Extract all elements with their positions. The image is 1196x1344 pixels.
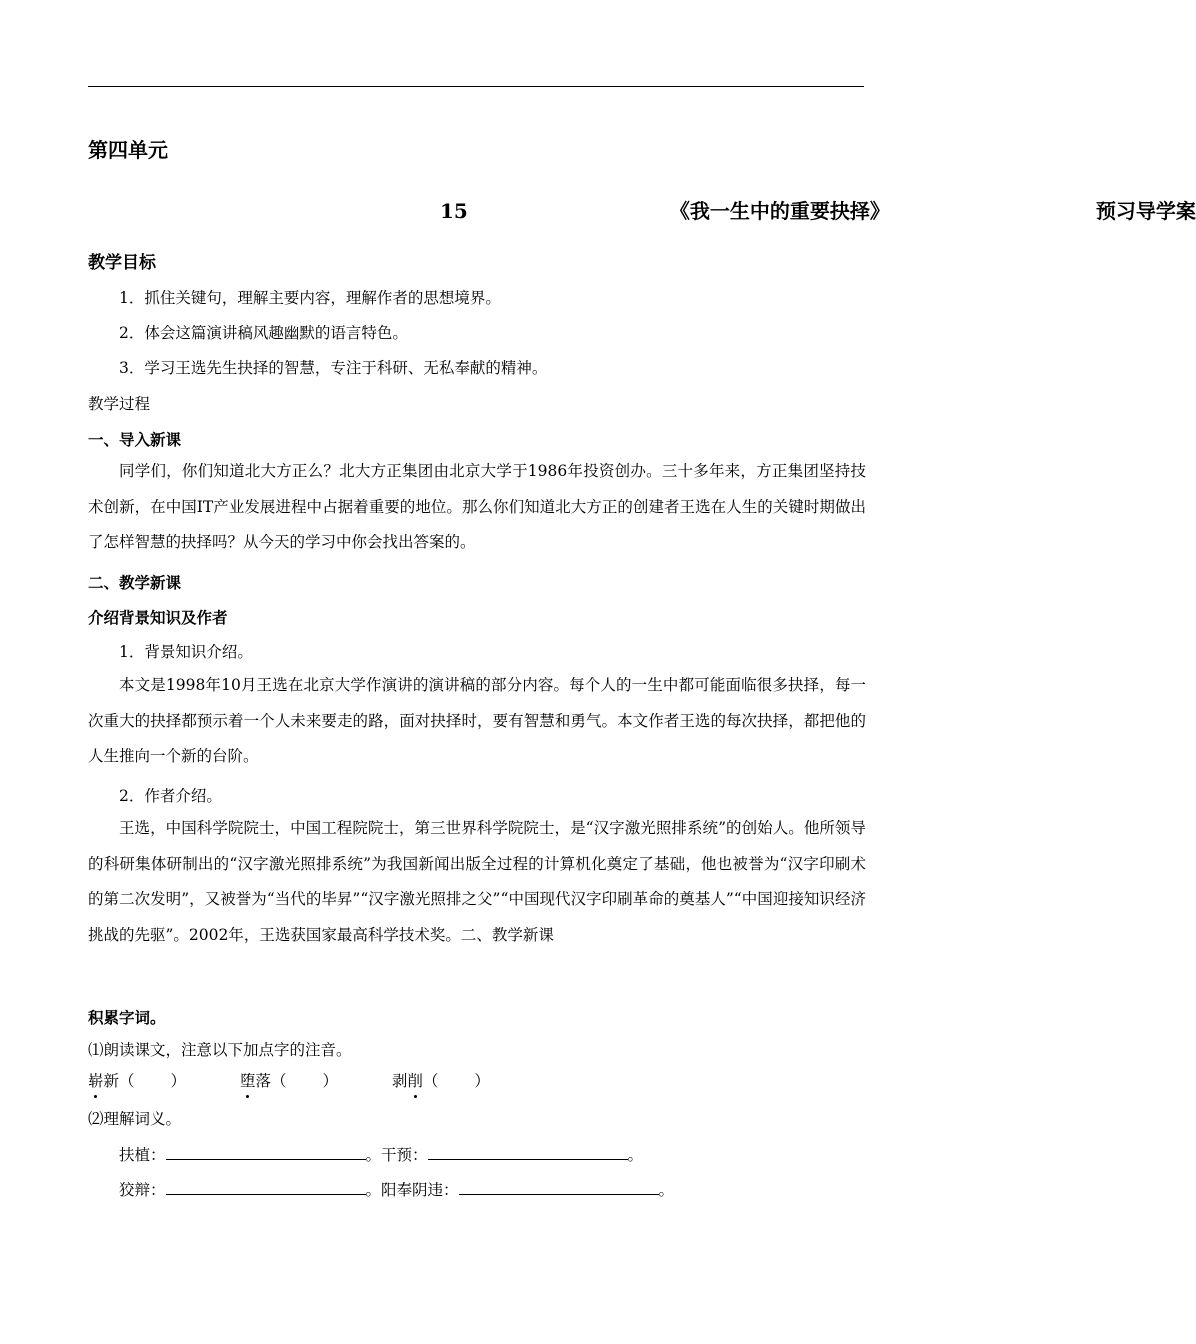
pinyin-row: 崭新（ ） 堕落（ ） 剥削（ ） xyxy=(88,1072,490,1090)
process-heading: 教学过程 xyxy=(88,395,151,413)
background-label: 1．背景知识介绍。 xyxy=(119,643,253,661)
author-paragraph: 王选，中国科学院院士，中国工程院院士，第三世界科学院院士，是“汉字激光照排系统”的创始人。他所领导的科研集体研制出的“汉字激光照排系统”为我国新闻出版全过程的计算机化奠定了基础，他也被誉为“汉字印刷术的第二次发明”，又被誉为“当代的毕昇”“汉字激光照排之父”“中国现代汉字印刷革命的奠基人”“中国迎接知识经济挑战的先驱”。2002年，王选获国家最高科学技术奖。二、教学新课 xyxy=(88,819,866,944)
goal-item-2: 2．体会这篇演讲稿风趣幽默的语言特色。 xyxy=(119,324,408,342)
goals-heading: 教学目标 xyxy=(88,253,156,273)
vocab-heading: 积累字词。 xyxy=(88,1008,166,1027)
answer-blank[interactable] xyxy=(166,1179,366,1195)
author-label: 2．作者介绍。 xyxy=(119,787,222,805)
intro-heading: 一、导入新课 xyxy=(88,430,182,449)
vocab-question-2: ⑵理解词义。 xyxy=(88,1110,182,1128)
lesson-title xyxy=(88,199,1196,223)
word-3: 剥削 xyxy=(391,1072,423,1090)
word-1: 崭新 xyxy=(88,1072,120,1090)
answer-blank[interactable] xyxy=(459,1179,659,1195)
answer-blank[interactable] xyxy=(428,1144,628,1160)
lesson-number: 15 xyxy=(440,199,468,223)
dotted-char: 堕 xyxy=(239,1072,256,1090)
new-lesson-heading: 二、教学新课 xyxy=(88,573,182,592)
vocab-question-1: ⑴朗读课文，注意以下加点字的注音。 xyxy=(88,1041,352,1059)
answer-blank[interactable] xyxy=(166,1144,366,1160)
definition-row-1: 扶植： 。干预： 。 xyxy=(119,1146,644,1164)
lesson-subtitle: 预习导学案 xyxy=(1095,199,1196,223)
background-paragraph: 本文是1998年10月王选在北京大学作演讲的演讲稿的部分内容。每个人的一生中都可能面临很多抉择，每一次重大的抉择都预示着一个人未来要走的路，面对抉择时，要有智慧和勇气。本文作者王选的每次抉择，都把他的人生推向一个新的台阶。 xyxy=(88,676,866,765)
word-2: 堕落 xyxy=(239,1072,271,1090)
intro-paragraph: 同学们，你们知道北大方正么？北大方正集团由北京大学于1986年投资创办。三十多年来，方正集团坚持技术创新，在中国IT产业发展进程中占据着重要的地位。那么你们知道北大方正的创建者王选在人生的关键时期做出了怎样智慧的抉择吗？从今天的学习中你会找出答案的。 xyxy=(88,462,866,551)
dotted-char: 削 xyxy=(407,1072,423,1090)
definition-row-2: 狡辩： 。阳奉阴违： 。 xyxy=(119,1181,675,1199)
goal-item-1: 1．抓住关键句，理解主要内容，理解作者的思想境界。 xyxy=(119,289,501,307)
lesson-name: 《我一生中的重要抉择》 xyxy=(669,199,890,223)
unit-title: 第四单元 xyxy=(88,138,168,162)
background-author-heading: 介绍背景知识及作者 xyxy=(88,608,228,627)
goal-item-3: 3．学习王选先生抉择的智慧，专注于科研、无私奉献的精神。 xyxy=(119,359,548,377)
header-rule xyxy=(88,86,864,87)
dotted-char: 崭 xyxy=(88,1072,104,1090)
